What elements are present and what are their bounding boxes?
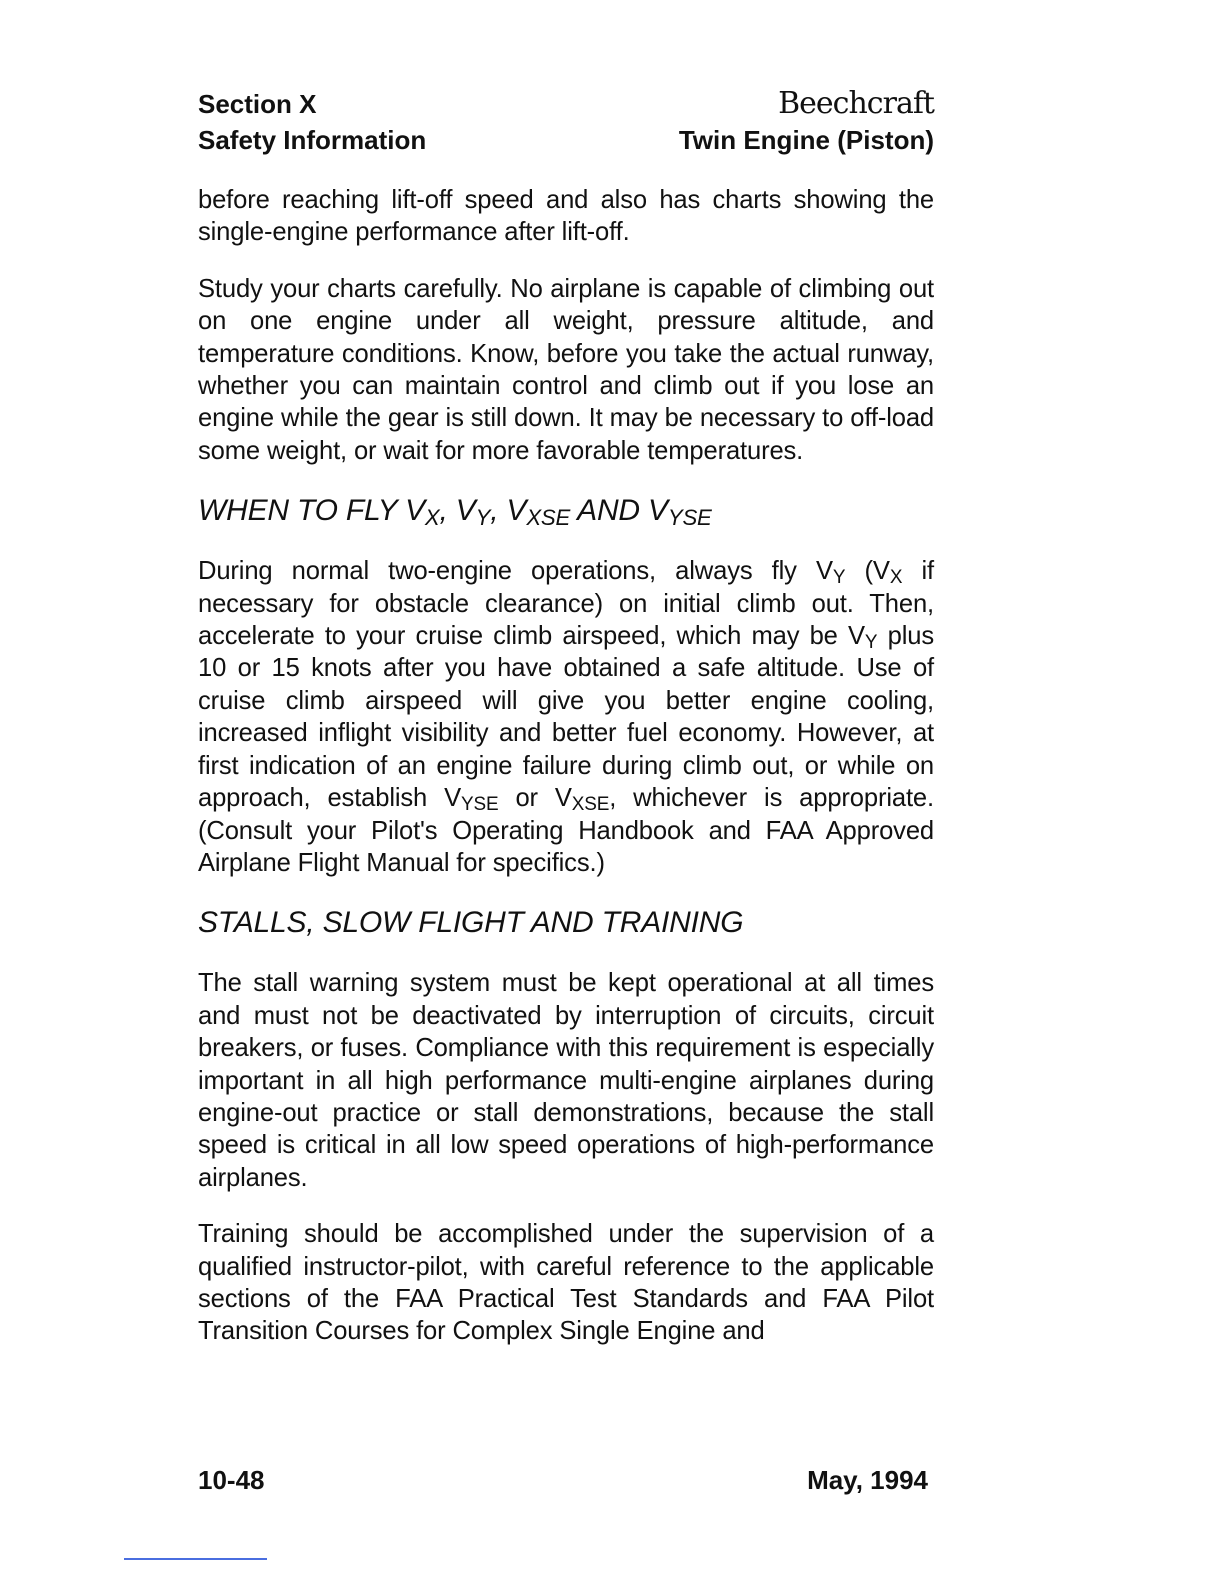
section-title: Safety Information bbox=[198, 125, 427, 155]
page-number: 10-48 bbox=[198, 1465, 265, 1495]
section-label: Section X bbox=[198, 89, 317, 119]
paragraph-liftoff: before reaching lift-off speed and also has charts showing the single-engine performance after lift-off. bbox=[198, 186, 934, 247]
paragraph-study-charts: Study your charts carefully. No airplane is capable of climbing out on one engine under all weight, pressure altitude, and temperature conditions. Know, before you take the actual runway, whether you can maintain control and climb out if you lose an engine while the gear is still down. It may be necessary to off-load some weight, or wait for more favorable temperatures. bbox=[198, 274, 934, 465]
header-left bbox=[198, 88, 426, 160]
heading-when-to-fly: WHEN TO FLY $V_X$, $V_Y$, $V_{XSE}$ AND $V_{YSE}$ bbox=[198, 494, 712, 531]
heading-stalls-training: STALLS, SLOW FLIGHT AND TRAINING bbox=[198, 906, 744, 940]
header-right bbox=[679, 88, 934, 160]
aircraft-model: Twin Engine (Piston) bbox=[678, 125, 934, 155]
scan-artifact-line bbox=[124, 1558, 267, 1560]
brand-logo: Beechcraft bbox=[778, 86, 934, 121]
paragraph-two-engine-ops: During normal two-engine operations, always fly $V_Y$ ($V_X$ if necessary for obstacle clearance) on initial climb out. Then, accelerate to your cruise climb airspeed, which may be $V_Y$ plus 10 or 15 knots after you have obtained a safe altitude. Use of cruise climb airspeed will give you better engine cooling, increased inflight visibility and better fuel economy. However, at first indication of an engine failure during climb out, or while on approach, establish $V_{YSE}$ or $V_{XSE}$, whichever is appropriate. (Consult your Pilot's Operating Handbook and FAA Approved Airplane Flight Manual for specifics.) bbox=[198, 557, 934, 877]
paragraph-training: Training should be accomplished under the supervision of a qualified instructor-pilot, with careful reference to the applicable sections of the FAA Practical Test Standards and FAA Pilot Transition Courses for Complex Single Engine and bbox=[198, 1220, 934, 1346]
paragraph-stall-warning: The stall warning system must be kept operational at all times and must not be deactivated by interruption of circuits, circuit breakers, or fuses. Compliance with this requirement is especially important in all high performance multi-engine airplanes during engine-out practice or stall demonstrations, because the stall speed is critical in all low speed operations of high-performance airplanes. bbox=[198, 969, 934, 1192]
body-text bbox=[198, 184, 934, 1348]
revision-date: May, 1994 bbox=[807, 1465, 928, 1495]
